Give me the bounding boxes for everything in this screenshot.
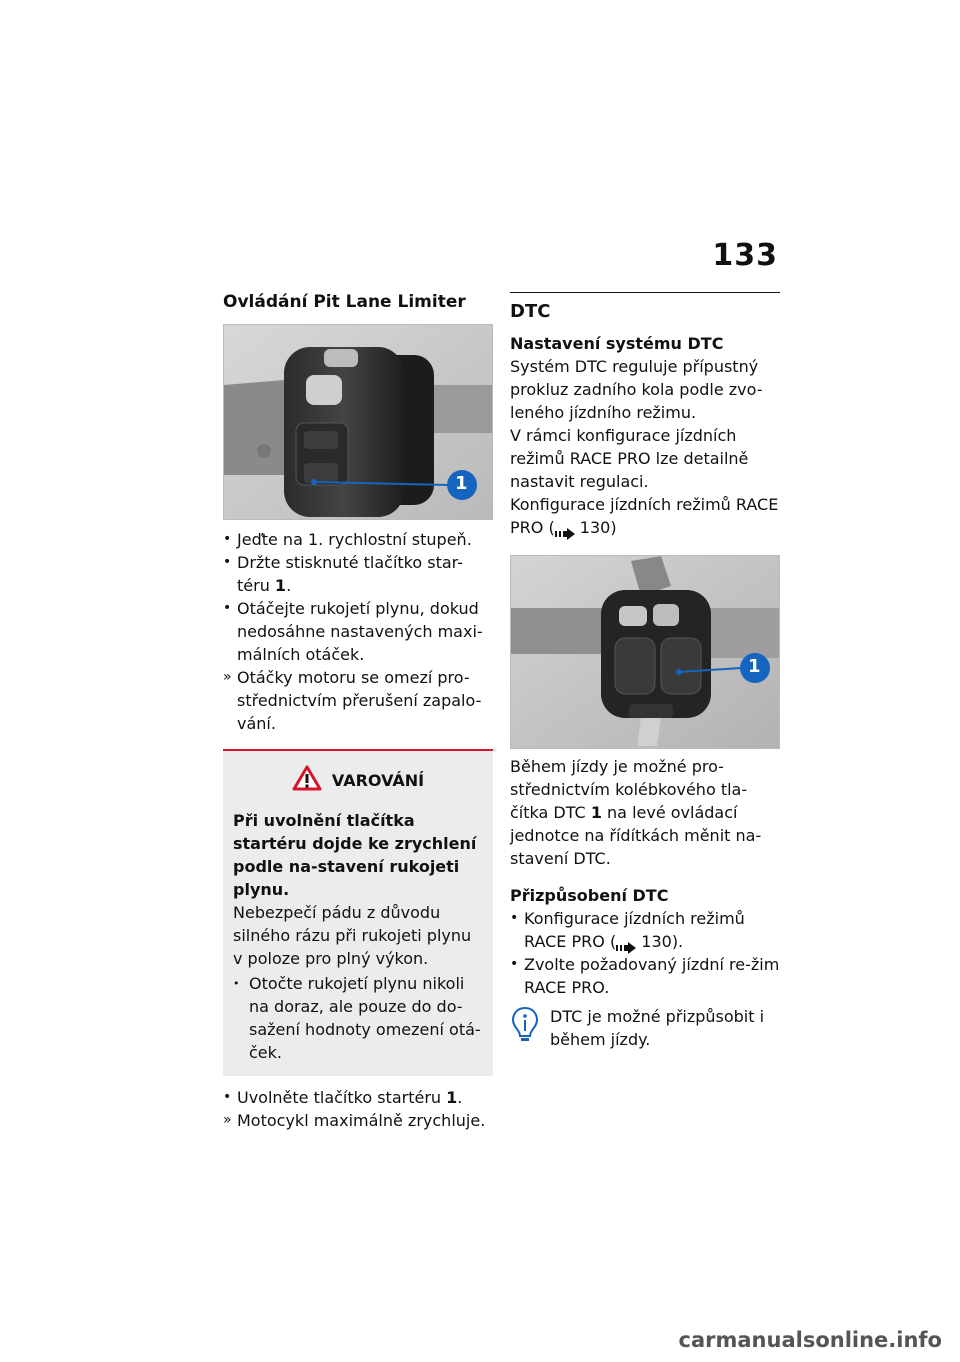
warning-bold-text: Při uvolnění tlačítka startéru dojde ke zrychlení podle na-stavení rukojeti plynu. bbox=[233, 811, 477, 899]
step-text: Držte stisknuté tlačítko star-téru bbox=[237, 553, 463, 595]
warning-text: Nebezpečí pádu z důvodu silného rázu při rukojeti plynu v poloze pro plný výkon. bbox=[233, 903, 472, 968]
list-item bbox=[510, 907, 780, 953]
bullet-marker: • bbox=[233, 977, 240, 990]
result-marker: » bbox=[223, 1112, 232, 1128]
warning-bullet-text: Otočte rukojetí plynu nikoli na doraz, ale pouze do do-sažení hodnoty omezení otá-ček. bbox=[249, 974, 481, 1062]
left-column bbox=[223, 292, 493, 1132]
section-heading-dtc: DTC bbox=[510, 301, 551, 322]
photo-dtc-switch bbox=[510, 555, 780, 749]
list-item bbox=[510, 953, 780, 999]
step-text: Uvolněte tlačítko startéru bbox=[237, 1088, 447, 1107]
warning-box bbox=[223, 749, 493, 1076]
list-item bbox=[223, 528, 493, 551]
bullet-marker: • bbox=[223, 531, 232, 547]
list-item bbox=[223, 1086, 493, 1109]
bullet-marker: • bbox=[510, 910, 519, 926]
adjust-list bbox=[510, 907, 780, 999]
result-marker: » bbox=[223, 669, 232, 685]
list-item bbox=[223, 666, 493, 735]
subheading-dtc-adjust: Přizpůsobení DTC bbox=[510, 886, 669, 905]
watermark: carmanualsonline.info bbox=[678, 1328, 942, 1352]
step-suffix: . bbox=[286, 576, 292, 595]
list-item bbox=[223, 597, 493, 666]
photo-pit-lane-switch bbox=[223, 324, 493, 520]
paragraph-text: Během jízdy je možné pro-střednictvím kolébkového tla-čítka DTC bbox=[510, 757, 748, 822]
after-list bbox=[223, 1086, 493, 1132]
bullet-marker: • bbox=[223, 600, 232, 616]
steps-list bbox=[223, 528, 493, 735]
paragraph-text: Konfigurace jízdních režimů RACE PRO ( bbox=[510, 495, 779, 537]
info-note bbox=[510, 1005, 780, 1051]
page-reference-arrow-icon bbox=[555, 523, 575, 535]
warning-triangle-icon bbox=[292, 765, 322, 795]
warning-bullet bbox=[233, 972, 483, 1064]
info-icon bbox=[510, 1005, 540, 1051]
section-heading-pit-lane: Ovládání Pit Lane Limiter bbox=[223, 292, 466, 312]
step-text: Otáčejte rukojetí plynu, dokud nedosáhne nastavených maxi-málních otáček. bbox=[237, 599, 483, 664]
paragraph: Systém DTC reguluje přípustný prokluz zadního kola podle zvo-leného jízdního režimu. bbox=[510, 357, 763, 422]
reference-number: 1 bbox=[274, 576, 287, 595]
warning-title: VAROVÁNÍ bbox=[331, 770, 425, 790]
reference-number: 1 bbox=[590, 803, 602, 822]
step-text: Motocykl maximálně zrychluje. bbox=[237, 1111, 486, 1130]
paragraph: V rámci konfigurace jízdních režimů RACE PRO lze detailně nastavit regulaci. bbox=[510, 426, 749, 491]
list-item bbox=[223, 1109, 493, 1132]
bullet-marker: • bbox=[223, 1089, 232, 1105]
paragraph-text: na levé ovládací jednotce na řídítkách měnit na-stavení DTC. bbox=[510, 803, 762, 868]
right-column bbox=[510, 292, 780, 1051]
list-text: Konfigurace jízdních režimů RACE PRO ( bbox=[524, 909, 745, 951]
list-text: Zvolte požadovaný jízdní re-žim RACE PRO. bbox=[524, 955, 780, 997]
warning-header bbox=[233, 765, 483, 795]
callout-badge: 1 bbox=[455, 473, 468, 494]
step-suffix: . bbox=[457, 1088, 463, 1107]
step-text: Otáčky motoru se omezí pro-střednictvím přerušení zapalo-vání. bbox=[237, 668, 482, 733]
paragraph-crossref bbox=[510, 493, 780, 539]
info-text: DTC je možné přizpůsobit i během jízdy. bbox=[550, 1007, 765, 1049]
page-reference-arrow-icon bbox=[616, 937, 636, 949]
step-text: Jeďte na 1. rychlostní stupeň. bbox=[237, 530, 472, 549]
page-number: 133 bbox=[712, 238, 778, 273]
page-reference: 130). bbox=[636, 932, 684, 951]
callout-badge: 1 bbox=[748, 656, 761, 677]
bullet-marker: • bbox=[510, 956, 519, 972]
divider bbox=[510, 292, 780, 293]
subheading-dtc-settings: Nastavení systému DTC bbox=[510, 334, 724, 353]
paragraph bbox=[510, 755, 780, 870]
page-reference: 130) bbox=[574, 518, 617, 537]
reference-number: 1 bbox=[446, 1088, 458, 1107]
bullet-marker: • bbox=[223, 554, 232, 570]
list-item bbox=[223, 551, 493, 597]
